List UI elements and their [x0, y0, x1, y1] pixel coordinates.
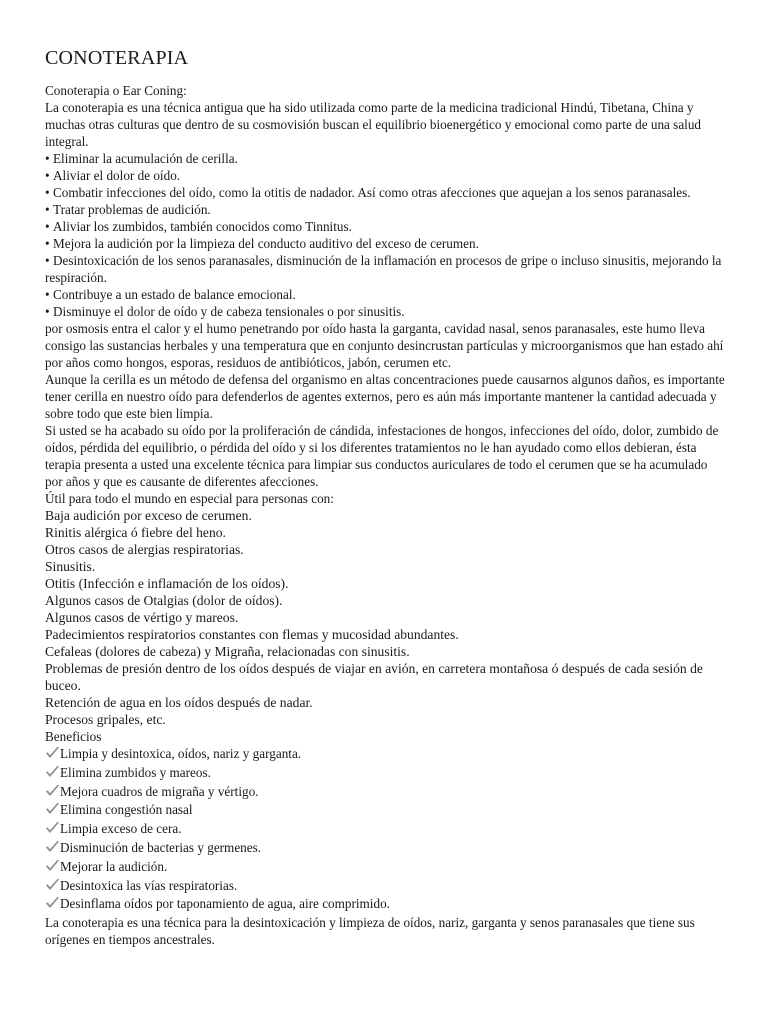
bullet-text: Mejora la audición por la limpieza del conducto auditivo del exceso de cerumen. — [53, 236, 479, 251]
conditions-list — [45, 507, 725, 728]
benefit-text: Desinflama oídos por taponamiento de agua, aire comprimido. — [60, 896, 390, 912]
check-mark-icon — [45, 746, 60, 760]
condition-item: Problemas de presión dentro de los oídos después de viajar en avión, en carretera montañosa ó después de cada sesión de buceo. — [45, 661, 703, 693]
bullet-list — [45, 150, 725, 320]
intro-heading: Conoterapia o Ear Coning: — [45, 83, 187, 98]
bullet-item — [45, 286, 725, 303]
benefit-text: Mejorar la audición. — [60, 858, 168, 874]
bullet-text: Aliviar el dolor de oído. — [53, 168, 181, 183]
benefit-text: Elimina congestión nasal — [60, 802, 193, 818]
benefit-item — [45, 745, 725, 764]
condition-item: Algunos casos de Otalgias (dolor de oídos). — [45, 593, 283, 608]
benefit-text: Desintoxica las vías respiratorias. — [60, 877, 238, 893]
check-mark-icon — [45, 821, 60, 835]
bullet-item — [45, 184, 725, 201]
intro-paragraph: La conoterapia es una técnica antigua que ha sido utilizada como parte de la medicina tradicional Hindú, Tibetana, China y muchas otras culturas que dentro de su cosmovisión buscan el equilibrio bioenergético y emocional como parte de una salud integral. — [45, 100, 702, 149]
check-mark-icon — [45, 784, 60, 798]
condition-item: Cefaleas (dolores de cabeza) y Migraña, relacionadas con sinusitis. — [45, 644, 410, 659]
benefits-list — [45, 745, 725, 914]
bullet-text: Eliminar la acumulación de cerilla. — [53, 151, 238, 166]
paragraph-osmosis: por osmosis entra el calor y el humo penetrando por oído hasta la garganta, cavidad nasal, senos paranasales, este humo lleva consigo las sustancias herbales y una temperatura que en conjunto desincrustan partículas y microorganismos que han estado ahí por años como hongos, esporas, residuos de antibióticos, jabón, cerumen etc. — [45, 321, 724, 370]
closing-paragraph: La conoterapia es una técnica para la desintoxicación y limpieza de oídos, nariz, garganta y senos paranasales que tiene sus orígenes en tiempos ancestrales. — [45, 915, 695, 948]
bullet-item — [45, 218, 725, 235]
benefit-item — [45, 895, 725, 914]
benefit-item — [45, 801, 725, 820]
bullet-text: Aliviar los zumbidos, también conocidos como Tinnitus. — [53, 219, 352, 234]
condition-item: Rinitis alérgica ó fiebre del heno. — [45, 525, 226, 540]
bullet-marker: • — [45, 287, 50, 302]
bullet-text: Contribuye a un estado de balance emocional. — [53, 287, 296, 302]
bullet-marker: • — [45, 185, 50, 200]
bullet-text: Combatir infecciones del oído, como la otitis de nadador. Así como otras afecciones que aquejan a los senos paranasales. — [53, 185, 691, 200]
benefit-text: Elimina zumbidos y mareos. — [60, 764, 211, 780]
benefit-item — [45, 839, 725, 858]
bullet-marker: • — [45, 168, 50, 183]
check-mark-icon — [45, 859, 60, 873]
benefit-item — [45, 783, 725, 802]
document-body — [45, 82, 725, 948]
condition-item: Algunos casos de vértigo y mareos. — [45, 610, 239, 625]
benefit-item — [45, 858, 725, 877]
bullet-item — [45, 167, 725, 184]
bullet-item — [45, 201, 725, 218]
check-mark-icon — [45, 765, 60, 779]
document-title: CONOTERAPIA — [45, 47, 189, 69]
paragraph-cerilla: Aunque la cerilla es un método de defensa del organismo en altas concentraciones puede causarnos algunos daños, es importante tener cerilla en nuestro oído para defenderlos de agentes externos, pero es aún más importante mantener la cantidad adecuada y sobre todo que este bien limpia. — [45, 372, 725, 421]
bullet-item — [45, 235, 725, 252]
check-mark-icon — [45, 802, 60, 816]
bullet-text: Tratar problemas de audición. — [53, 202, 211, 217]
benefits-heading: Beneficios — [45, 729, 102, 744]
condition-item: Otros casos de alergias respiratorias. — [45, 542, 244, 557]
bullet-marker: • — [45, 253, 50, 268]
check-mark-icon — [45, 896, 60, 910]
useful-heading: Útil para todo el mundo en especial para personas con: — [45, 491, 334, 506]
benefit-item — [45, 877, 725, 896]
benefit-text: Mejora cuadros de migraña y vértigo. — [60, 783, 259, 799]
bullet-marker: • — [45, 202, 50, 217]
bullet-item — [45, 150, 725, 167]
benefit-text: Limpia exceso de cera. — [60, 821, 182, 837]
condition-item: Sinusitis. — [45, 559, 96, 574]
bullet-marker: • — [45, 151, 50, 166]
bullet-text: Desintoxicación de los senos paranasales, disminución de la inflamación en procesos de gripe o incluso sinusitis, mejorando la respiración. — [45, 253, 722, 285]
benefit-text: Disminución de bacterias y germenes. — [60, 839, 262, 855]
benefit-item — [45, 764, 725, 783]
bullet-item — [45, 252, 725, 286]
bullet-item — [45, 303, 725, 320]
bullet-text: Disminuye el dolor de oído y de cabeza tensionales o por sinusitis. — [53, 304, 405, 319]
bullet-marker: • — [45, 219, 50, 234]
condition-item: Padecimientos respiratorios constantes con flemas y mucosidad abundantes. — [45, 627, 459, 642]
bullet-marker: • — [45, 236, 50, 251]
condition-item: Otitis (Infección e inflamación de los oídos). — [45, 576, 289, 591]
bullet-marker: • — [45, 304, 50, 319]
check-mark-icon — [45, 840, 60, 854]
condition-item: Retención de agua en los oídos después de nadar. — [45, 695, 313, 710]
paragraph-si-usted: Si usted se ha acabado su oído por la proliferación de cándida, infestaciones de hongos, infecciones del oído, dolor, zumbido de oídos, pérdida del equilibrio, o pérdida del oído y si los diferentes tratamientos no le han ayudado como ellos debieran, ésta terapia presenta a usted una excelente técnica para limpiar sus conductos auriculares de todo el cerumen que se ha acumulado por años y que es causante de diferentes afecciones. — [45, 423, 719, 489]
benefit-text: Limpia y desintoxica, oídos, nariz y garganta. — [60, 746, 302, 761]
benefit-item — [45, 820, 725, 839]
condition-item: Procesos gripales, etc. — [45, 712, 166, 727]
condition-item: Baja audición por exceso de cerumen. — [45, 508, 252, 523]
check-mark-icon — [45, 878, 60, 892]
